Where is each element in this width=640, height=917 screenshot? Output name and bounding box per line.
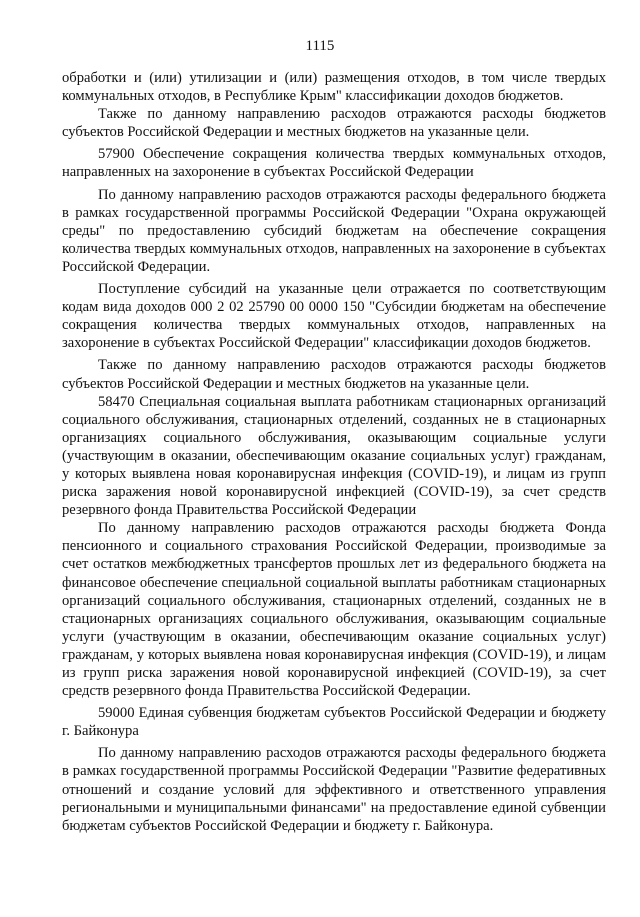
paragraph: По данному направлению расходов отражаются расходы федерального бюджета в рамках государственной программы Российской Федерации "Развитие федеративных отношений и создание условий для эффективного и ответственного управления региональными и муниципальными финансами" на предоставление единой субвенции бюджетам субъектов Российской Федерации и бюджету г. Байконура. (62, 745, 606, 834)
paragraph: Поступление субсидий на указанные цели отражается по соответствующим кодам вида доходов 000 2 02 25790 00 0000 150 "Субсидии бюджетам на обеспечение сокращения количества твердых коммунальных отходов, направленных на захоронение в субъектах Российской Федерации" классификации доходов бюджетов. (62, 281, 606, 352)
document-body (62, 69, 606, 835)
paragraph: Также по данному направлению расходов отражаются расходы бюджетов субъектов Российской Федерации и местных бюджетов на указанные цели. (62, 357, 606, 392)
section-heading-57900: 57900 Обеспечение сокращения количества твердых коммунальных отходов, направленных на захоронение в субъектах Российской Федерации (62, 146, 606, 181)
paragraph: По данному направлению расходов отражаются расходы бюджета Фонда пенсионного и социального страхования Российской Федерации, производимые за счет остатков межбюджетных трансфертов прошлых лет из федерального бюджета на финансовое обеспечение специальной социальной выплаты работникам стационарных организаций социального обслуживания, стационарных отделений, созданных не в стационарных организациях социального обслуживания, оказывающим социальные услуги (участвующим в оказании, обеспечивающим оказание социальных услуг) гражданам, у которых выявлена новая коронавирусная инфекция (COVID-19), и лицам из групп риска заражения новой коронавирусной инфекцией (COVID-19), за счет средств резервного фонда Правительства Российской Федерации. (62, 520, 606, 700)
section-heading-58470: 58470 Специальная социальная выплата работникам стационарных организаций социального обслуживания, стационарных отделений, созданных не в стационарных организациях социального обслуживания, оказывающим социальные услуги (участвующим в оказании, обеспечивающим оказание социальных услуг) гражданам, у которых выявлена новая коронавирусная инфекция (COVID-19), и лицам из групп риска заражения новой коронавирусной инфекцией (COVID-19), за счет средств резервного фонда Правительства Российской Федерации (62, 393, 606, 519)
section-heading-59000: 59000 Единая субвенция бюджетам субъектов Российской Федерации и бюджету г. Байконура (62, 705, 606, 740)
paragraph: Также по данному направлению расходов отражаются расходы бюджетов субъектов Российской Федерации и местных бюджетов на указанные цели. (62, 106, 606, 141)
paragraph-continuation: обработки и (или) утилизации и (или) размещения отходов, в том числе твердых коммунальных отходов, в Республике Крым" классификации доходов бюджетов. (62, 70, 606, 105)
paragraph: По данному направлению расходов отражаются расходы федерального бюджета в рамках государственной программы Российской Федерации "Охрана окружающей среды" по предоставлению субсидий бюджетам на обеспечение сокращения количества твердых коммунальных отходов, направленных на захоронение в субъектах Российской Федерации. (62, 186, 606, 275)
page-number: 1115 (305, 38, 335, 54)
